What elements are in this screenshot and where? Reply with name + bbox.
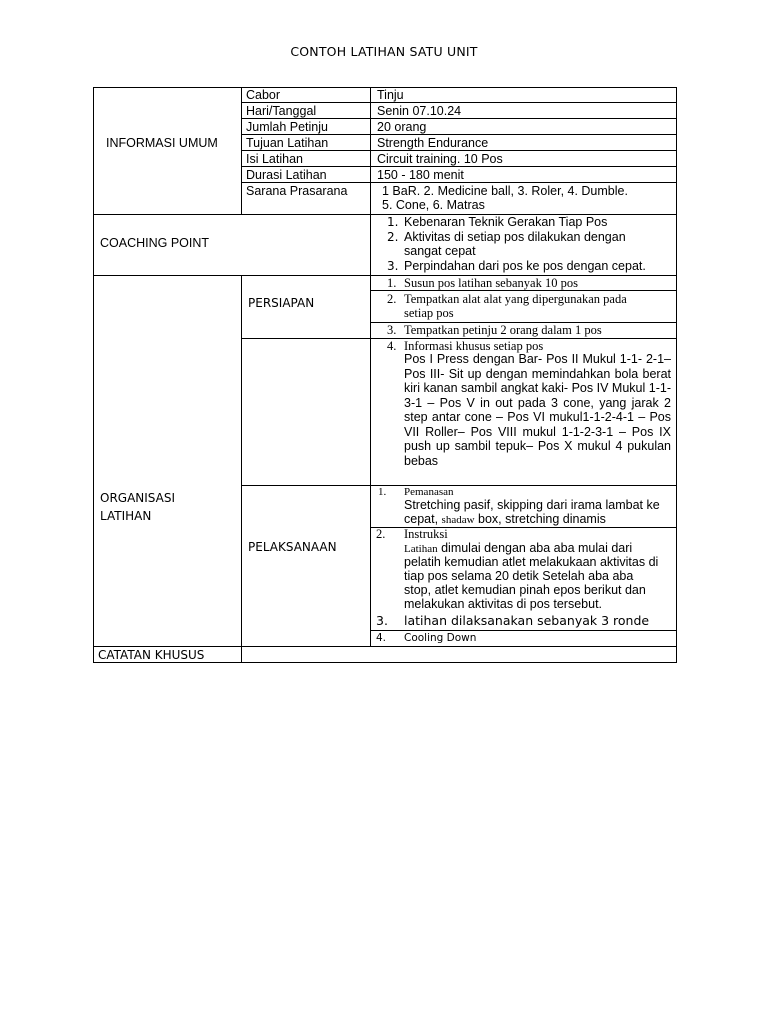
coaching-item-2-line2: sangat cepat [404,244,476,258]
pelaksanaan-label: PELAKSANAAN [248,540,337,554]
persiapan-item-number: 2. [387,292,397,306]
informasi-umum-label: INFORMASI UMUM [106,136,218,150]
pelaksanaan-item-1-heading: Pemanasan [404,486,454,498]
coaching-item-2-line1: Aktivitas di setiap pos dilakukan dengan [404,230,626,244]
info-value-sarana-line2: 5. Cone, 6. Matras [382,198,485,212]
organisasi-label-line2: LATIHAN [100,509,152,523]
persiapan-item-2-line2: setiap pos [404,306,454,320]
pelaksanaan-item-1-line2-b: shadaw [441,514,475,526]
pelaksanaan-item-number: 4. [376,632,387,644]
pos-details-paragraph: Pos I Press dengan Bar- Pos II Mukul 1-1- 2-1– Pos III- Sit up dengan memindahkan bola berat kiri kanan sambil angkat kaki- Pos IV Mukul 1-1-3-1 – Pos V in out pada 3 cone, yang jarak 2 step antar cone – Pos VI mukul1-1-2-4-1 – Pos VII Roller– Pos VIII mukul 1-1-2-3-1 – Pos IX push up sambil tepuk– Pos X mukul 4 pukulan bebas [404,352,671,468]
info-key-cabor: Cabor [246,88,281,102]
coaching-item-3: Perpindahan dari pos ke pos dengan cepat. [404,259,646,273]
persiapan-item-1: Susun pos latihan sebanyak 10 pos [404,276,578,290]
pelaksanaan-item-number: 3. [376,613,388,628]
grid-line [241,102,677,103]
info-value-durasi-latihan: 150 - 180 menit [377,168,464,182]
info-key-hari-tanggal: Hari/Tanggal [246,104,317,118]
pelaksanaan-item-2-heading: Instruksi [404,527,448,541]
pelaksanaan-item-number: 1. [378,486,387,498]
info-value-cabor: Tinju [377,88,404,102]
pelaksanaan-item-2-line1-b: dimulai dengan aba aba mulai dari [441,541,633,555]
pelaksanaan-item-2-line1-a: Latihan [404,543,438,555]
grid-line [241,275,242,663]
pelaksanaan-item-1-line1: Stretching pasif, skipping dari irama lambat ke [404,498,660,512]
grid-line [241,87,242,214]
persiapan-item-4-heading: Informasi khusus setiap pos [404,339,544,353]
grid-line [241,485,677,486]
page-title: CONTOH LATIHAN SATU UNIT [290,44,478,59]
pelaksanaan-item-2-line4: stop, atlet kemudian pinah epos berikut dan [404,583,646,597]
info-key-isi-latihan: Isi Latihan [246,152,303,166]
persiapan-item-2-line1: Tempatkan alat alat yang dipergunakan pada [404,292,627,306]
catatan-khusus-label: CATATAN KHUSUS [98,648,205,662]
pelaksanaan-item-1-line2-a: cepat, [404,512,439,526]
grid-line [370,87,371,646]
coaching-item-number: 3. [387,259,399,273]
pelaksanaan-item-1-line2 [404,512,606,528]
grid-line [93,275,677,276]
persiapan-item-number: 3. [387,323,397,337]
info-value-hari-tanggal: Senin 07.10.24 [377,104,462,118]
info-key-durasi-latihan: Durasi Latihan [246,168,327,182]
pelaksanaan-item-1-line2-c: box, stretching dinamis [478,512,606,526]
pelaksanaan-item-2-line3: tiap pos selama 20 detik Setelah aba aba [404,569,634,583]
info-key-sarana-prasarana: Sarana Prasarana [246,184,348,198]
pelaksanaan-item-number: 2. [376,527,386,541]
coaching-item-number: 2. [387,230,399,244]
coaching-item-1: Kebenaran Teknik Gerakan Tiap Pos [404,215,608,229]
info-value-jumlah-petinju: 20 orang [377,120,427,134]
persiapan-label: PERSIAPAN [248,296,315,310]
info-key-tujuan-latihan: Tujuan Latihan [246,136,329,150]
persiapan-item-3: Tempatkan petinju 2 orang dalam 1 pos [404,323,602,337]
coaching-item-number: 1. [387,215,399,229]
info-value-sarana-line1: 1 BaR. 2. Medicine ball, 3. Roler, 4. Dumble. [382,184,628,198]
grid-line [93,646,677,647]
pelaksanaan-item-4: Cooling Down [404,632,477,644]
organisasi-label-line1: ORGANISASI [100,491,176,505]
coaching-point-label: COACHING POINT [100,236,210,250]
persiapan-item-number: 1. [387,276,397,290]
info-key-jumlah-petinju: Jumlah Petinju [246,120,328,134]
pelaksanaan-item-2-line5: melakukan aktivitas di pos tersebut. [404,597,603,611]
pelaksanaan-item-3: latihan dilaksanakan sebanyak 3 ronde [404,613,650,628]
info-value-isi-latihan: Circuit training. 10 Pos [377,152,503,166]
info-value-tujuan-latihan: Strength Endurance [377,136,489,150]
pelaksanaan-item-2-line2: pelatih kemudian atlet melakukaan aktivitas di [404,555,659,569]
persiapan-item-number: 4. [387,339,397,353]
